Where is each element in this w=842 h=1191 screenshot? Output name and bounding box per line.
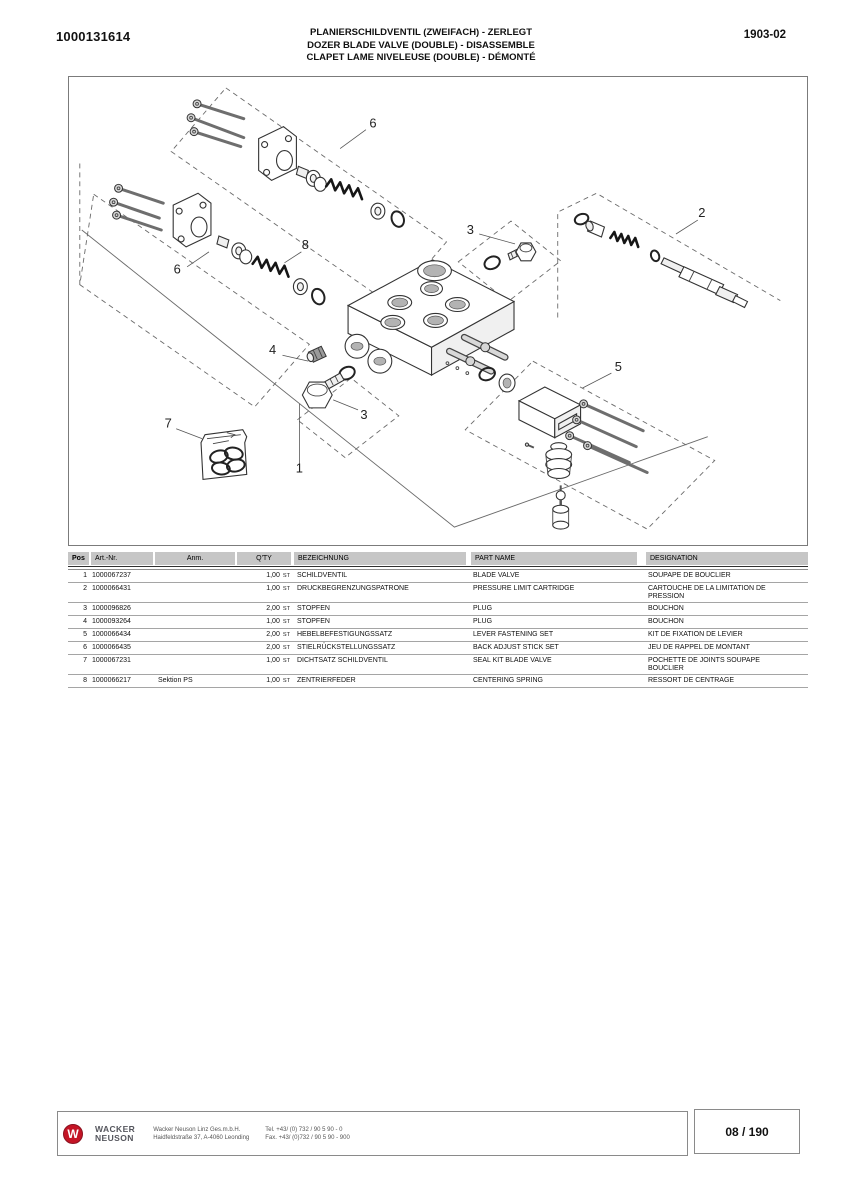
- part-plug-upper: [482, 243, 535, 272]
- col-header-pos: Pos: [68, 552, 89, 565]
- part-seal-kit-bag: [201, 430, 247, 480]
- section-code: 1903-02: [743, 29, 786, 41]
- company-name: Wacker Neuson Linz Ges.m.b.H.: [153, 1126, 241, 1133]
- table-row: 8 1000066217 Sektion PS 1,00 ST ZENTRIERFEDER CENTERING SPRING RESSORT DE CENTRAGE: [68, 675, 808, 688]
- part-centering-spring: [253, 257, 289, 277]
- title-english: DOZER BLADE VALVE (DOUBLE) - DISASSEMBLE: [307, 39, 535, 51]
- title-french: CLAPET LAME NIVELEUSE (DOUBLE) - DÉMONTÉ: [306, 52, 536, 63]
- col-header-qty: Q'TY: [237, 552, 291, 565]
- callout-3-upper: 3: [466, 221, 474, 237]
- callout-2: 2: [698, 205, 706, 221]
- brand-name: WACKER NEUSON: [95, 1124, 136, 1143]
- company-street: Haidfeldstraße 37, A-4060 Leonding: [153, 1134, 250, 1141]
- exploded-view-diagram: [69, 77, 806, 544]
- callout-7: 7: [164, 415, 172, 431]
- part-pressure-cartridge: [573, 212, 747, 307]
- callout-3-lower: 3: [360, 406, 368, 422]
- wacker-neuson-logo-icon: W: [63, 1124, 83, 1144]
- callout-5: 5: [614, 359, 622, 375]
- part-plug-small: [306, 346, 326, 362]
- table-row: 1 1000067237 1,00 ST SCHILDVENTIL BLADE VALVE SOUPAPE DE BOUCLIER: [68, 570, 808, 583]
- col-header-bezeichnung: BEZEICHNUNG: [294, 552, 466, 565]
- part-lever-fastening-set: [519, 387, 647, 529]
- col-header-anm: Anm.: [155, 552, 235, 565]
- fax-number: Fax. +43/ (0)732 / 90 5 90 - 900: [265, 1134, 350, 1141]
- table-row: 6 1000066435 2,00 ST STIELRÜCKSTELLUNGSSATZ BACK ADJUST STICK SET JEU DE RAPPEL DE MONTANT: [68, 642, 808, 655]
- page-title: [221, 27, 621, 65]
- callout-1: 1: [295, 460, 303, 476]
- footer: [57, 1111, 688, 1156]
- diagram-frame: [68, 76, 808, 546]
- contact-numbers: [265, 1126, 350, 1142]
- table-row: 2 1000066431 1,00 ST DRUCKBEGRENZUNGSPATRONE PRESSURE LIMIT CARTRIDGE CARTOUCHE DE LA LIMITATION DE PRESSION: [68, 583, 808, 603]
- table-row: 7 1000067231 1,00 ST DICHTSATZ SCHILDVENTIL SEAL KIT BLADE VALVE POCHETTE DE JOINTS SOUPAPE BOUCLIER: [68, 655, 808, 675]
- col-header-designation: DESIGNATION: [646, 552, 808, 565]
- table-row: 5 1000066434 2,00 ST HEBELBEFESTIGUNGSSATZ LEVER FASTENING SET KIT DE FIXATION DE LEVIER: [68, 629, 808, 642]
- callout-8: 8: [301, 236, 309, 252]
- phone-number: Tel. +43/ (0) 732 / 90 5 90 - 0: [265, 1126, 343, 1133]
- table-row: 3 1000096826 2,00 ST STOPFEN PLUG BOUCHON: [68, 603, 808, 616]
- callout-6-top: 6: [369, 115, 377, 131]
- col-header-part-name: PART NAME: [471, 552, 637, 565]
- part-valve-body: [345, 260, 515, 392]
- document-number: 1000131614: [56, 29, 131, 44]
- company-address: [153, 1126, 249, 1142]
- page-number: 08 / 190: [694, 1109, 800, 1154]
- callout-6-lower: 6: [173, 261, 181, 277]
- table-row: 4 1000093264 1,00 ST STOPFEN PLUG BOUCHON: [68, 616, 808, 629]
- part-plug-lower: [302, 364, 356, 408]
- part-stick-set-bottom: [110, 184, 327, 306]
- title-german: PLANIERSCHILDVENTIL (ZWEIFACH) - ZERLEGT: [309, 27, 532, 38]
- callout-4: 4: [268, 342, 277, 358]
- parts-table-header: [68, 552, 808, 565]
- parts-table: [68, 552, 808, 688]
- col-header-art-nr: Art.-Nr.: [91, 552, 153, 565]
